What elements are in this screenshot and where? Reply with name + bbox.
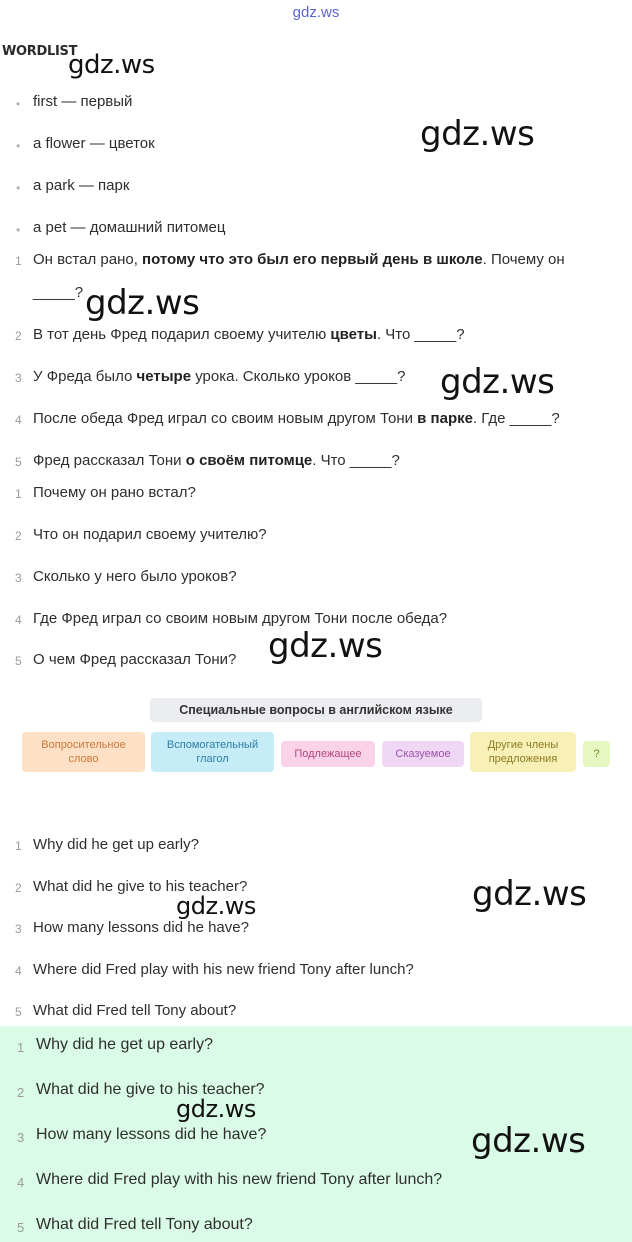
box-other-members: Другие члены предложения (470, 732, 576, 772)
diagram-title: Специальные вопросы в английском языке (150, 698, 482, 722)
watermark: gdz.ws (472, 874, 587, 914)
answer-line: What did he give to his teacher? (36, 1081, 265, 1098)
item-number: 2 (15, 881, 22, 895)
question-en: How many lessons did he have? (33, 919, 249, 936)
watermark: gdz.ws (176, 1095, 256, 1123)
item-number: 5 (17, 1220, 25, 1235)
top-watermark: gdz.ws (292, 4, 340, 21)
item-number: 1 (15, 839, 22, 853)
statement-5: Фред рассказал Тони о своём питомце. Что _____? (33, 452, 400, 469)
question-en: Where did Fred play with his new friend Tony after lunch? (33, 961, 414, 978)
watermark: gdz.ws (85, 283, 200, 323)
item-number: 3 (17, 1130, 25, 1145)
watermark: gdz.ws (440, 362, 555, 402)
wordlist-item: first — первый (33, 93, 133, 110)
item-number: 1 (17, 1040, 25, 1055)
item-number: 2 (17, 1085, 25, 1100)
answer-line: What did Fred tell Tony about? (36, 1216, 253, 1233)
bullet-icon: • (16, 139, 21, 153)
item-number: 5 (15, 455, 22, 469)
wordlist-item: a park — парк (33, 177, 130, 194)
item-number: 1 (15, 254, 22, 268)
wordlist-item: a flower — цветок (33, 135, 155, 152)
item-number: 2 (15, 329, 22, 343)
question-ru: Где Фред играл со своим новым другом Тони после обеда? (33, 610, 448, 627)
statement-1-continuation: _____? (33, 284, 84, 301)
bullet-icon: • (16, 181, 21, 195)
answer-line: Where did Fred play with his new friend Tony after lunch? (36, 1171, 443, 1188)
item-number: 3 (15, 922, 22, 936)
statement-1: Он встал рано, потому что это был его первый день в школе. Почему он (33, 251, 565, 268)
watermark: gdz.ws (471, 1121, 586, 1161)
box-predicate: Сказуемое (382, 741, 464, 767)
item-number: 4 (17, 1175, 25, 1190)
answer-line: How many lessons did he have? (36, 1126, 267, 1143)
statement-4: После обеда Фред играл со своим новым другом Тони в парке. Где _____? (33, 410, 560, 427)
wordlist-title: WORDLIST (2, 44, 78, 59)
watermark: gdz.ws (68, 50, 155, 80)
item-number: 3 (15, 571, 22, 585)
item-number: 5 (15, 1005, 22, 1019)
item-number: 4 (15, 964, 22, 978)
bullet-icon: • (16, 223, 21, 237)
statement-3: У Фреда было четыре урока. Сколько уроков _____? (33, 368, 406, 385)
watermark: gdz.ws (268, 626, 383, 666)
box-auxiliary-verb: Вспомогательный глагол (151, 732, 274, 772)
question-en: What did Fred tell Tony about? (33, 1002, 237, 1019)
statement-2: В тот день Фред подарил своему учителю цветы. Что _____? (33, 326, 465, 343)
question-ru: Сколько у него было уроков? (33, 568, 237, 585)
item-number: 4 (15, 613, 22, 627)
watermark: gdz.ws (176, 892, 256, 920)
box-question-word: Вопросительное слово (22, 732, 145, 772)
item-number: 3 (15, 371, 22, 385)
box-question-mark: ? (583, 741, 610, 767)
wordlist-item: a pet — домашний питомец (33, 219, 226, 236)
question-ru: О чем Фред рассказал Тони? (33, 651, 237, 668)
item-number: 5 (15, 654, 22, 668)
box-subject: Подлежащее (281, 741, 375, 767)
item-number: 4 (15, 413, 22, 427)
answer-line: Why did he get up early? (36, 1036, 213, 1053)
question-en: What did he give to his teacher? (33, 878, 248, 895)
item-number: 2 (15, 529, 22, 543)
item-number: 1 (15, 487, 22, 501)
question-ru: Почему он рано встал? (33, 484, 196, 501)
question-ru: Что он подарил своему учителю? (33, 526, 267, 543)
bullet-icon: • (16, 97, 21, 111)
watermark: gdz.ws (420, 114, 535, 154)
question-en: Why did he get up early? (33, 836, 199, 853)
